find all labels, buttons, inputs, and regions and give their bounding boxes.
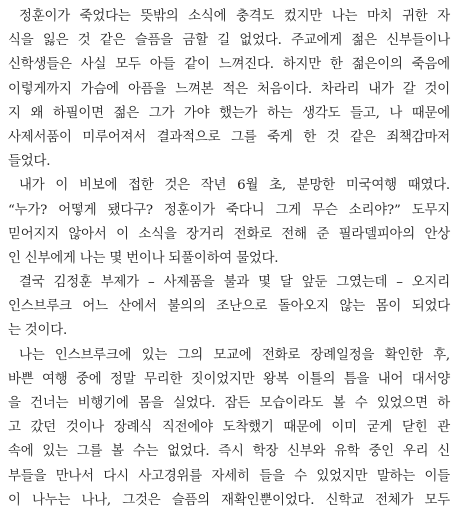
text-line: 부들을 만나서 다시 사고경위를 자세히 들을 수 있었지만 말하는 이들 [8,468,450,484]
text-line: 들었다. [8,154,51,170]
text-line: 을 건너는 비행기에 몸을 실었다. 잠든 모습이라도 볼 수 있었으면 하 [8,396,450,411]
text-line: 인스브루크 어느 산에서 불의의 조난으로 돌아오지 않는 몸이 되었다 [8,299,450,315]
paragraph-1 [8,5,450,174]
text-line: 지 왜 하필이면 젊은 그가 가야 했는가 하는 생각도 들고, 나 때문에 [8,105,450,121]
text-line: “누가? 어떻게 됐다구? 정훈이가 죽다니 그게 무슨 소리야?” 도무지 [8,202,450,218]
text-line: 인 신부에게 나는 몇 번이나 되풀이하여 물었다. [8,250,279,266]
text-line: 사제서품이 미루어져서 결과적으로 그를 죽게 한 것 같은 죄책감마저 [8,129,450,145]
text-line: 믿어지지 않아서 이 소식을 장거리 전화로 전해 준 필라델피아의 안상 [8,226,450,242]
text-line: 정훈이가 죽었다는 뜻밖의 소식에 충격도 컸지만 나는 마치 귀한 자 [19,9,450,24]
text-line: 이렇게까지 가슴에 아픔을 느껴본 적은 처음이다. 차라리 내가 갈 것이 [8,81,450,97]
text-line: 고 갔던 것이나 장례식 직전에야 도착했기 때문에 이미 굳게 닫힌 관 [8,420,450,436]
text-line: 이 나누는 나나, 그것은 슬픔의 재확인뿐이었다. 신학교 전체가 모두 [8,492,450,508]
paragraph-3 [8,271,450,344]
text-line: 내가 이 비보에 접한 것은 작년 6월 초, 분망한 미국여행 때였다. [19,178,450,194]
paragraph-4 [8,344,450,513]
text-line: 식을 잃은 것 같은 슬픔을 금할 길 없었다. 주교에게 젊은 신부들이나 [8,33,450,49]
text-line: 나는 인스브루크에 있는 그의 모교에 전화로 장례일정을 확인한 후, [19,347,450,363]
text-line: 바쁜 여행 중에 정말 무리한 짓이었지만 왕복 이틀의 틈을 내어 대서양 [8,371,450,387]
paragraph-2 [8,174,450,271]
text-line: 는 것이다. [8,323,68,339]
text-line: 신학생들은 사실 모두 아들 같이 느껴진다. 하지만 한 젊은이의 죽음에 [8,57,450,73]
text-line: 결국 김정훈 부제가 – 사제품을 불과 몇 달 앞둔 그였는데 – 오지리 [19,275,450,291]
text-line: 속에 있는 그를 볼 수는 없었다. 즉시 학장 신부와 유학 중인 우리 신 [8,444,450,460]
